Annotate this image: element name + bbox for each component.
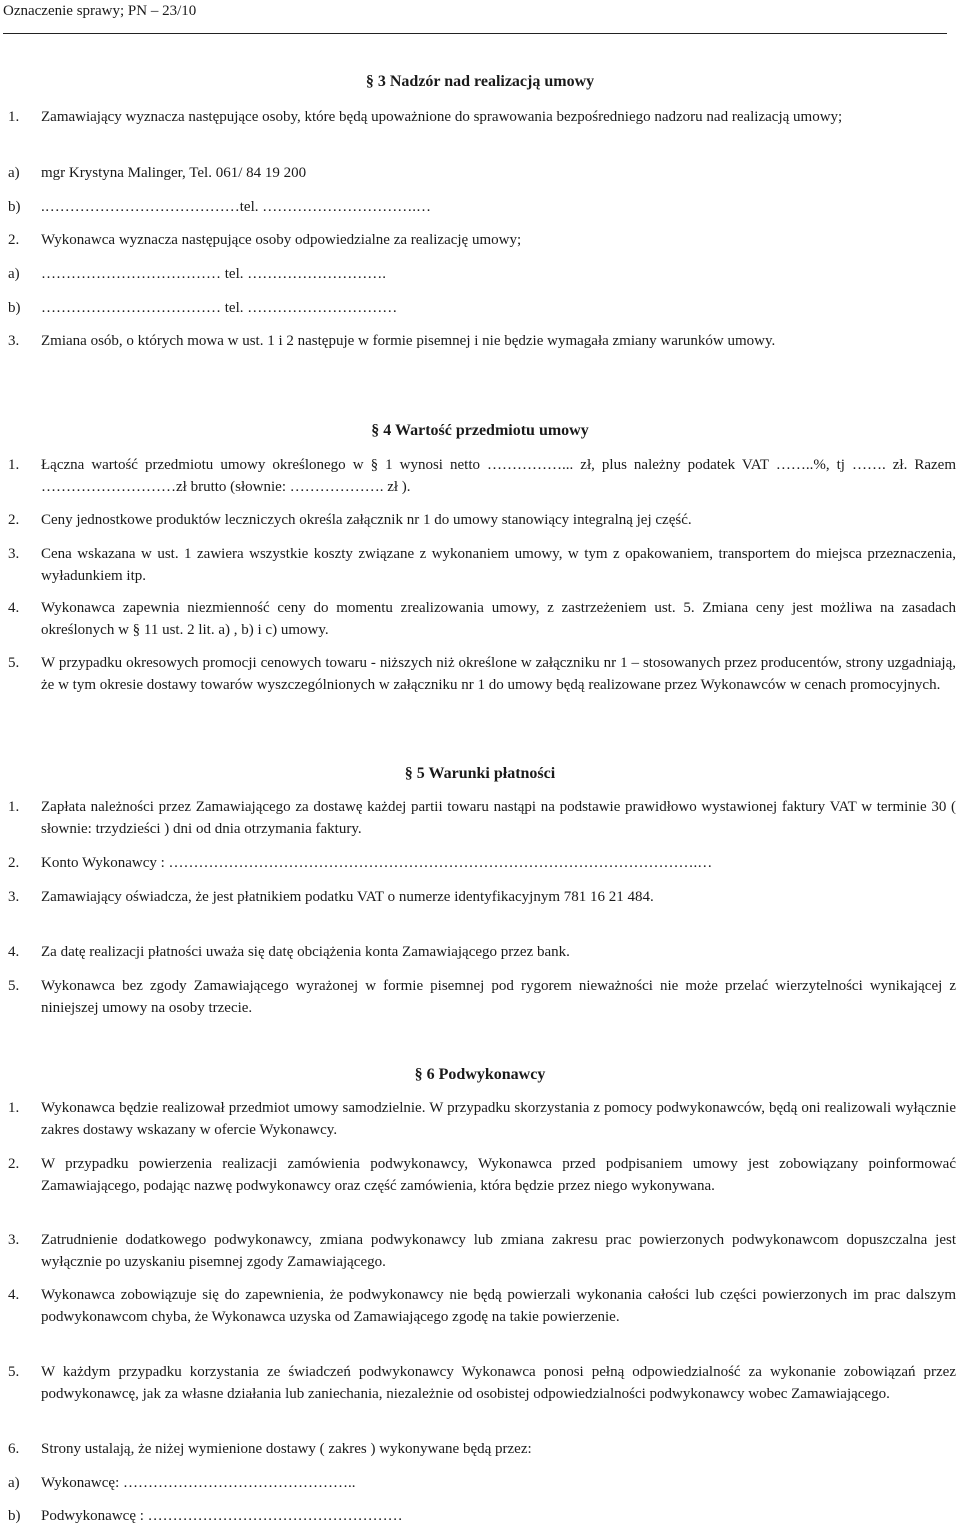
item-text: Strony ustalają, że niżej wymienione dostawy ( zakres ) wykonywane będą przez: — [41, 1441, 532, 1457]
item-number: 1. — [8, 457, 20, 473]
item-number: 5. — [8, 655, 20, 671]
item-text: Konto Wykonawcy : …………………………………………………………………………………………….… — [41, 855, 713, 871]
item-number: 2. — [8, 855, 20, 871]
item-text: Wykonawcę: ……………………………………….. — [41, 1475, 356, 1491]
s6-item-4 — [8, 1284, 956, 1328]
s6-item-5 — [8, 1361, 956, 1405]
header-rule — [3, 33, 947, 34]
item-text: Wykonawca wyznacza następujące osoby odpowiedzialne za realizację umowy; — [41, 232, 522, 248]
s5-item-3 — [8, 886, 956, 908]
s6-item-3 — [8, 1229, 956, 1273]
section-3-title: § 3 Nadzór nad realizacją umowy — [365, 73, 595, 90]
item-text: ……………………………… tel. ………………………… — [41, 300, 398, 316]
item-number: 3. — [8, 889, 20, 905]
item-number: 5. — [8, 1364, 20, 1380]
s5-item-4 — [8, 941, 956, 963]
section-4-title: § 4 Wartość przedmiotu umowy — [371, 422, 589, 439]
item-text: Za datę realizacji płatności uważa się datę obciążenia konta Zamawiającego przez bank. — [41, 944, 570, 960]
item-text: .…………………………………tel. ………………………….… — [41, 199, 431, 215]
section-6-title: § 6 Podwykonawcy — [414, 1066, 546, 1083]
item-number: 4. — [8, 1287, 20, 1303]
item-number: 3. — [8, 546, 20, 562]
s4-item-1 — [8, 454, 956, 498]
item-letter: a) — [8, 266, 20, 282]
s4-item-5 — [8, 652, 956, 696]
section-5-title: § 5 Warunki płatności — [404, 765, 556, 782]
s6-item-6 — [8, 1438, 956, 1460]
item-text: Zatrudnienie dodatkowego podwykonawcy, zmiana podwykonawcy lub zmiana zakresu prac powierzonych podwykonawcom dopuszczalna jest wyłącznie po uzyskaniu pisemnej zgody Zamawiającego. — [41, 1232, 956, 1270]
s6-item-2 — [8, 1153, 956, 1197]
item-number: 4. — [8, 600, 20, 616]
s5-item-5 — [8, 975, 956, 1019]
item-text: Wykonawca bez zgody Zamawiającego wyrażonej w formie pisemnej pod rygorem nieważności nie może przelać wierzytelności wynikającej z niniejszej umowy na osoby trzecie. — [41, 978, 956, 1016]
item-text: Zmiana osób, o których mowa w ust. 1 i 2 następuje w formie pisemnej i nie będzie wymagała zmiany warunków umowy. — [41, 333, 776, 349]
item-number: 4. — [8, 944, 20, 960]
s3-item-3 — [8, 330, 956, 352]
s3-item-1b — [8, 196, 956, 218]
item-text: W każdym przypadku korzystania ze świadczeń podwykonawcy Wykonawca ponosi pełną odpowiedzialność za wykonanie zobowiązań przez podwykonawcę, jak za własne działania lub zaniechania, niezależnie od osobistej odpowiedzialności podwykonawcy wobec Zamawiającego. — [41, 1364, 956, 1402]
item-letter: a) — [8, 1475, 20, 1491]
s3-item-2a — [8, 263, 956, 285]
item-text: Zapłata należności przez Zamawiającego za dostawę każdej partii towaru nastąpi na podstawie prawidłowo wystawionej faktury VAT w terminie 30 ( słownie: trzydzieści ) dni od dnia otrzymania faktury. — [41, 799, 956, 837]
s3-item-2b — [8, 297, 956, 319]
item-number: 3. — [8, 1232, 20, 1248]
s3-item-1 — [8, 106, 956, 128]
s3-item-1a — [8, 162, 956, 184]
item-text: Łączna wartość przedmiotu umowy określonego w § 1 wynosi netto ……………... zł, plus należny podatek VAT ……..%, tj ……. zł. Razem ………………………zł brutto (słownie: ………………. zł ). — [41, 457, 956, 495]
item-letter: b) — [8, 300, 21, 316]
item-number: 1. — [8, 109, 20, 125]
item-number: 5. — [8, 978, 20, 994]
s6-item-6a — [8, 1472, 956, 1494]
item-letter: b) — [8, 199, 21, 215]
s4-item-3 — [8, 543, 956, 587]
item-text: ……………………………… tel. ………………………. — [41, 266, 386, 282]
item-text: Wykonawca zobowiązuje się do zapewnienia, że podwykonawcy nie będą powierzali wykonania całości lub części powierzonych im prac dalszym podwykonawcom chyba, że Wykonawca uzyska od Zamawiającego zgodę na takie powierzenie. — [41, 1287, 956, 1325]
s5-item-1 — [8, 796, 956, 840]
item-text: Cena wskazana w ust. 1 zawiera wszystkie koszty związane z wykonaniem umowy, w tym z opakowaniem, transportem do miejsca przeznaczenia, wyładunkiem itp. — [41, 546, 956, 584]
item-letter: b) — [8, 1508, 21, 1524]
item-text: Wykonawca zapewnia niezmienność ceny do momentu zrealizowania umowy, z zastrzeżeniem ust. 5. Zmiana ceny jest możliwa na zasadach określonych w § 11 ust. 2 lit. a) , b) i c) umowy. — [41, 600, 956, 638]
item-text: Ceny jednostkowe produktów leczniczych określa załącznik nr 1 do umowy stanowiący integralną jej część. — [41, 512, 692, 528]
item-number: 1. — [8, 1100, 20, 1116]
s6-item-1 — [8, 1097, 956, 1141]
item-text: Wykonawca będzie realizował przedmiot umowy samodzielnie. W przypadku skorzystania z pomocy podwykonawców, będą oni realizowali wyłącznie zakres dostawy wskazany w ofercie Wykonawcy. — [41, 1100, 956, 1138]
s5-item-2 — [8, 852, 956, 874]
item-letter: a) — [8, 165, 20, 181]
s4-item-2 — [8, 509, 956, 531]
item-text: Podwykonawcę : …………………………………………… — [41, 1508, 403, 1524]
item-text: Zamawiający oświadcza, że jest płatnikiem podatku VAT o numerze identyfikacyjnym 781 16 21 484. — [41, 889, 654, 905]
item-number: 3. — [8, 333, 20, 349]
item-text: mgr Krystyna Malinger, Tel. 061/ 84 19 200 — [41, 165, 307, 181]
item-text: W przypadku powierzenia realizacji zamówienia podwykonawcy, Wykonawca przed podpisaniem umowy jest zobowiązany poinformować Zamawiającego, podając nazwę podwykonawcy oraz część zamówienia, która będzie przez niego wykonywana. — [41, 1156, 956, 1194]
s6-item-6b — [8, 1505, 956, 1527]
item-number: 2. — [8, 232, 20, 248]
item-number: 6. — [8, 1441, 20, 1457]
item-text: Zamawiający wyznacza następujące osoby, które będą upoważnione do sprawowania bezpośredniego nadzoru nad realizacją umowy; — [41, 109, 843, 125]
s3-item-2 — [8, 229, 956, 251]
item-number: 2. — [8, 512, 20, 528]
case-reference: Oznaczenie sprawy; PN – 23/10 — [3, 3, 197, 19]
item-text: W przypadku okresowych promocji cenowych towaru - niższych niż określone w załączniku nr 1 – stosowanych przez producentów, strony uzgadniają, że w tym okresie dostawy towarów wyszczególnionych w załączniku nr 1 do umowy będą realizowane przez Wykonawców w cenach promocyjnych. — [41, 655, 956, 693]
s4-item-4 — [8, 597, 956, 641]
item-number: 1. — [8, 799, 20, 815]
item-number: 2. — [8, 1156, 20, 1172]
